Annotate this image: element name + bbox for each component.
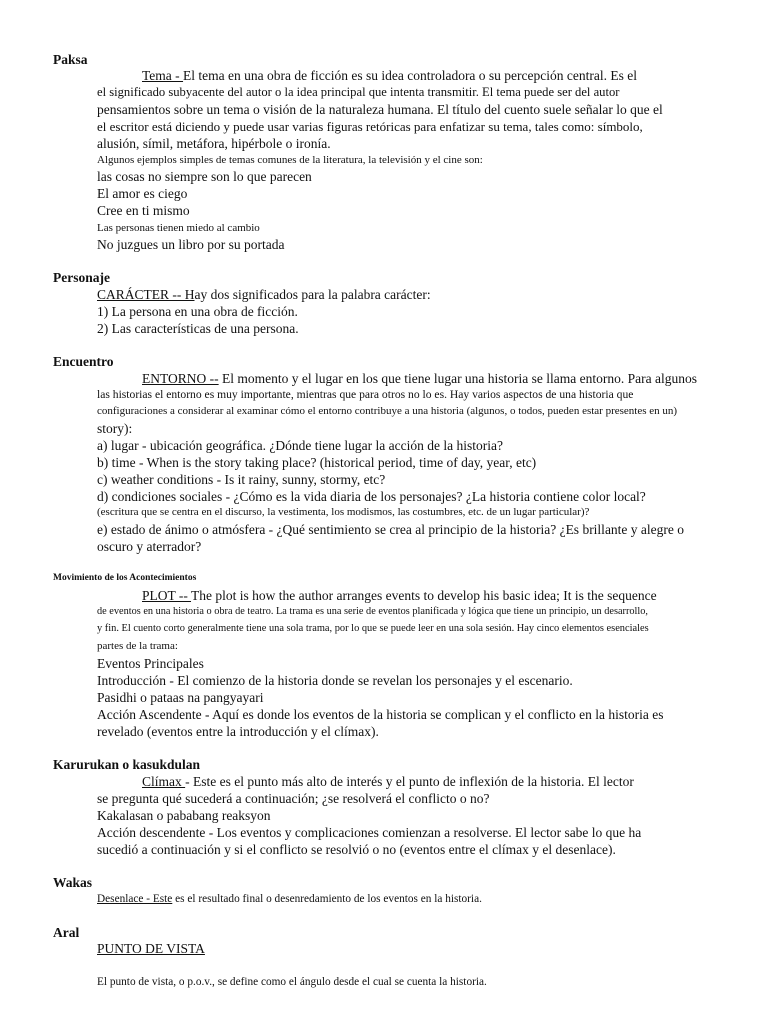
caracter-intro-line	[97, 288, 431, 303]
paragraph-line: se pregunta qué sucederá a continuación; ¿se resolverá el conflicto o no?	[97, 791, 490, 806]
paragraph-line: configuraciones a considerar al examinar cómo el entorno contribuye a una historia (algunos, o todos, pueden estar presentes en un)	[97, 405, 678, 417]
section-heading-personaje: Personaje	[53, 270, 110, 285]
list-item: e) estado de ánimo o atmósfera - ¿Qué sentimiento se crea al principio de la historia? ¿Es brillante y alegre o	[97, 522, 685, 537]
paragraph-line: y fin. El cuento corto generalmente tiene una sola trama, por lo que se puede leer en una sola sesión. Hay cinco elementos esenciales	[97, 623, 649, 634]
section-heading-movimiento: Movimiento de los Acontecimientos	[53, 573, 197, 583]
section-heading-paksa: Paksa	[53, 52, 88, 67]
entorno-lead: El momento y el lugar en los que tiene lugar una historia se llama entorno. Para algunos	[218, 371, 697, 386]
tema-lead: El tema en una obra de ficción es su idea controladora o su percepción central. Es el	[183, 68, 637, 83]
caracter-lead: ay dos significados para la palabra carácter:	[194, 287, 431, 302]
list-item: Eventos Principales	[97, 656, 204, 671]
example-item: El amor es ciego	[97, 186, 188, 201]
paragraph-line: El punto de vista, o p.o.v., se define como el ángulo desde el cual se cuenta la historia.	[97, 976, 487, 988]
list-item: d) condiciones sociales - ¿Cómo es la vida diaria de los personajes? ¿La historia contiene color local?	[97, 489, 646, 504]
list-item: Acción Ascendente - Aquí es donde los eventos de la historia se complican y el conflicto en la historia es	[97, 707, 664, 722]
section-heading-karurukan: Karurukan o kasukdulan	[53, 757, 201, 772]
list-item: 1) La persona en una obra de ficción.	[97, 304, 298, 319]
paragraph-line: (escritura que se centra en el discurso, la vestimenta, los modismos, las costumbres, etc. de un lugar particular)?	[97, 506, 590, 518]
tema-intro-line	[142, 69, 637, 84]
paragraph-line: de eventos en una historia o obra de teatro. La trama es una serie de eventos planificada y lógica que tiene un principio, un desarrollo,	[97, 606, 648, 617]
list-item: Introducción - El comienzo de la historia donde se revelan los personajes y el escenario.	[97, 673, 573, 688]
list-item: Pasidhi o pataas na pangyayari	[97, 690, 264, 705]
paragraph-line: oscuro y aterrador?	[97, 539, 202, 554]
example-item: No juzgues un libro por su portada	[97, 237, 285, 252]
list-item: b) time - When is the story taking place? (historical period, time of day, year, etc)	[97, 455, 537, 470]
desenlace-line	[97, 893, 482, 905]
term-desenlace: Desenlace - Este	[97, 893, 173, 905]
example-item: Cree en ti mismo	[97, 203, 190, 218]
section-heading-aral: Aral	[53, 925, 80, 940]
term-tema: Tema -	[142, 68, 184, 83]
paragraph-line: partes de la trama:	[97, 640, 178, 652]
plot-intro-line	[142, 589, 657, 604]
climax-intro-line	[142, 775, 634, 790]
plot-lead: The plot is how the author arranges events to develop his basic idea; It is the sequence	[191, 588, 657, 603]
term-climax: Clímax	[142, 774, 186, 789]
paragraph-line: el escritor está diciendo y puede usar varias figuras retóricas para enfatizar su tema, tales como: símbolo,	[97, 119, 643, 134]
list-item: 2) Las características de una persona.	[97, 321, 299, 336]
section-heading-wakas: Wakas	[53, 875, 93, 890]
examples-intro: Algunos ejemplos simples de temas comunes de la literatura, la televisión y el cine son:	[97, 154, 483, 166]
paragraph-line: sucedió a continuación y si el conflicto se resolvió o no (eventos entre el clímax y el desenlace).	[97, 842, 616, 857]
term-plot: PLOT --	[142, 588, 192, 603]
paragraph-line: story):	[97, 421, 133, 436]
desenlace-lead: es el resultado final o desenredamiento de los eventos en la historia.	[172, 893, 482, 905]
term-entorno: ENTORNO --	[142, 371, 219, 386]
example-item: las cosas no siempre son lo que parecen	[97, 169, 312, 184]
paragraph-line: el significado subyacente del autor o la idea principal que intenta transmitir. El tema puede ser del autor	[97, 85, 620, 99]
term-caracter: CARÁCTER -- H	[97, 287, 195, 302]
example-item: Las personas tienen miedo al cambio	[97, 222, 260, 234]
list-item: a) lugar - ubicación geográfica. ¿Dónde tiene lugar la acción de la historia?	[97, 438, 503, 453]
entorno-intro-line	[142, 372, 697, 387]
paragraph-line: alusión, símil, metáfora, hipérbole o ironía.	[97, 136, 331, 151]
term-punto-de-vista: PUNTO DE VISTA	[97, 941, 205, 956]
list-item: c) weather conditions - Is it rainy, sunny, stormy, etc?	[97, 472, 386, 487]
paragraph-line: las historias el entorno es muy importante, mientras que para otros no lo es. Hay varios aspectos de una historia que	[97, 388, 634, 401]
punto-de-vista-line	[97, 942, 205, 957]
section-heading-encuentro: Encuentro	[53, 354, 114, 369]
paragraph-line: revelado (eventos entre la introducción y el clímax).	[97, 724, 379, 739]
list-item: Kakalasan o pababang reaksyon	[97, 808, 271, 823]
climax-lead: - Este es el punto más alto de interés y el punto de inflexión de la historia. El lector	[185, 774, 634, 789]
paragraph-line: pensamientos sobre un tema o visión de la naturaleza humana. El título del cuento suele señalar lo que el	[97, 102, 663, 117]
list-item: Acción descendente - Los eventos y complicaciones comienzan a resolverse. El lector sabe lo que ha	[97, 825, 642, 840]
